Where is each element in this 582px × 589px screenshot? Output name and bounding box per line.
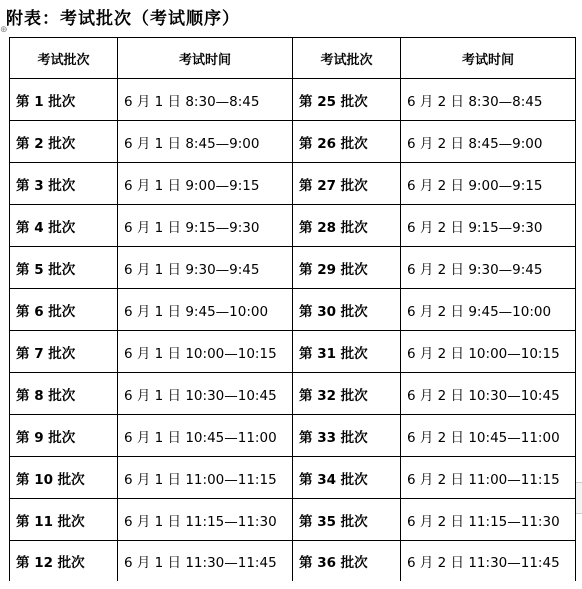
cell-time-right: 6 月 2 日 8:45—9:00 [401,121,576,163]
table-row [10,331,576,373]
cell-batch-right: 第 33 批次 [293,415,401,457]
cell-time-right: 6 月 2 日 11:30—11:45 [401,541,576,582]
cell-time-right: 6 月 2 日 9:00—9:15 [401,163,576,205]
cell-time-left: 6 月 1 日 9:45—10:00 [118,289,293,331]
cell-batch-right: 第 34 批次 [293,457,401,499]
cell-batch-left: 第 10 批次 [10,457,118,499]
table-row [10,79,576,121]
cell-time-left: 6 月 1 日 10:45—11:00 [118,415,293,457]
table-row [10,373,576,415]
table-row [10,415,576,457]
cell-time-right: 6 月 2 日 10:30—10:45 [401,373,576,415]
cell-batch-left: 第 1 批次 [10,79,118,121]
table-row [10,121,576,163]
header-batch-right: 考试批次 [293,38,401,79]
header-batch-left: 考试批次 [10,38,118,79]
cell-batch-right: 第 27 批次 [293,163,401,205]
cell-time-left: 6 月 1 日 11:00—11:15 [118,457,293,499]
table-row [10,499,576,541]
cell-batch-right: 第 30 批次 [293,289,401,331]
cell-time-left: 6 月 1 日 11:30—11:45 [118,541,293,582]
cell-batch-left: 第 11 批次 [10,499,118,541]
cell-time-right: 6 月 2 日 9:30—9:45 [401,247,576,289]
cell-batch-left: 第 8 批次 [10,373,118,415]
cell-batch-left: 第 5 批次 [10,247,118,289]
header-time-right: 考试时间 [401,38,576,79]
cell-batch-right: 第 25 批次 [293,79,401,121]
cell-time-left: 6 月 1 日 9:15—9:30 [118,205,293,247]
table-row [10,247,576,289]
cell-time-left: 6 月 1 日 9:00—9:15 [118,163,293,205]
cell-time-right: 6 月 2 日 10:45—11:00 [401,415,576,457]
cell-time-right: 6 月 2 日 8:30—8:45 [401,79,576,121]
cell-time-left: 6 月 1 日 8:45—9:00 [118,121,293,163]
cell-time-left: 6 月 1 日 9:30—9:45 [118,247,293,289]
cell-batch-left: 第 7 批次 [10,331,118,373]
cell-batch-right: 第 28 批次 [293,205,401,247]
cell-batch-left: 第 6 批次 [10,289,118,331]
cell-batch-right: 第 36 批次 [293,541,401,582]
table-row [10,163,576,205]
table-row [10,457,576,499]
scroll-handle[interactable] [575,482,582,514]
cell-time-left: 6 月 1 日 10:30—10:45 [118,373,293,415]
cell-batch-right: 第 32 批次 [293,373,401,415]
cell-time-left: 6 月 1 日 8:30—8:45 [118,79,293,121]
cell-time-left: 6 月 1 日 10:00—10:15 [118,331,293,373]
cell-batch-right: 第 35 批次 [293,499,401,541]
cell-batch-right: 第 29 批次 [293,247,401,289]
cell-batch-left: 第 3 批次 [10,163,118,205]
anchor-icon: ⊕ [0,25,8,35]
cell-time-right: 6 月 2 日 9:15—9:30 [401,205,576,247]
cell-time-right: 6 月 2 日 11:15—11:30 [401,499,576,541]
exam-schedule-table [9,37,576,581]
cell-time-right: 6 月 2 日 11:00—11:15 [401,457,576,499]
table-row [10,541,576,582]
document-title: 附表：考试批次（考试顺序） [6,9,240,29]
cell-time-right: 6 月 2 日 10:00—10:15 [401,331,576,373]
cell-time-left: 6 月 1 日 11:15—11:30 [118,499,293,541]
cell-batch-right: 第 26 批次 [293,121,401,163]
cell-batch-left: 第 2 批次 [10,121,118,163]
cell-time-right: 6 月 2 日 9:45—10:00 [401,289,576,331]
cell-batch-left: 第 12 批次 [10,541,118,582]
cell-batch-left: 第 4 批次 [10,205,118,247]
table-row [10,205,576,247]
table-row [10,289,576,331]
table-header-row [10,38,576,79]
cell-batch-right: 第 31 批次 [293,331,401,373]
cell-batch-left: 第 9 批次 [10,415,118,457]
header-time-left: 考试时间 [118,38,293,79]
